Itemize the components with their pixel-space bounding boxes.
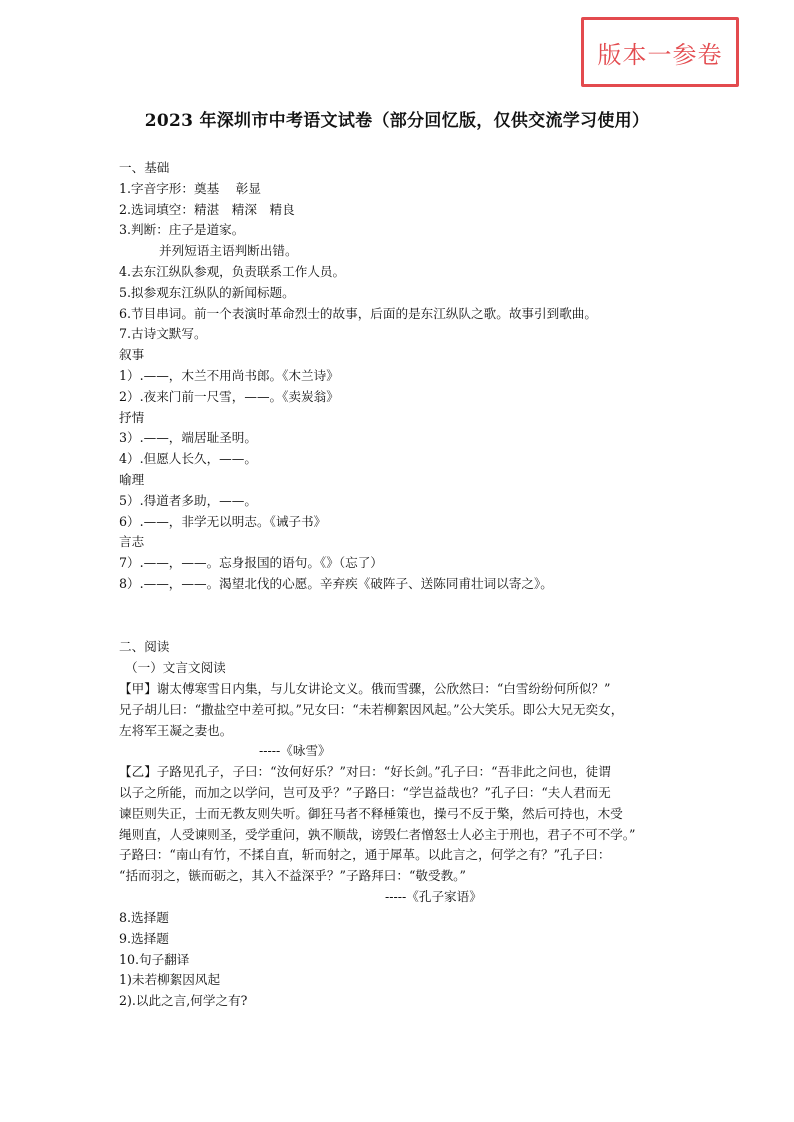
question-line: 2.选词填空：精湛 精深 精良 [119,201,295,217]
question-line: 5.拟参观东江纵队的新闻标题。 [119,284,295,300]
question-line: 6.节目串词。前一个表演时革命烈士的故事，后面的是东江纵队之歌。故事引到歌曲。 [119,305,597,321]
passage-line: 兄子胡儿曰：“撒盐空中差可拟。”兄女曰：“未若柳絮因风起。”公大笑乐。即公大兄无奕女， [119,701,624,717]
version-stamp: 版本一参卷 [581,17,739,87]
question-line: 4）.但愿人长久，——。 [119,451,257,467]
passage-line: 绳则直，人受谏则圣，受学重问，孰不顺哉，谤毁仁者憎怒士人必主于刑也，君子不可不学。” [119,826,636,842]
section-reading [119,637,226,679]
question-line: 2）.夜来门前一尺雪，——。《卖炭翁》 [119,388,339,404]
question-line: 1.字音字形：奠基 彰显 [119,180,261,196]
question-line: 并列短语主语判断出错。 [159,243,298,259]
reading-questions [119,908,247,1012]
question-line: 3.判断：庄子是道家。 [119,222,245,238]
passage-line: 【甲】谢太傅寒雪日内集，与儿女讲论文义。俄而雪骤，公欣然曰：“白雪纷纷何所似？” [119,681,611,696]
section-heading: 二、阅读 [119,639,170,654]
passage-line: 以子之所能，而加之以学问，岂可及乎？”子路曰：“学岂益哉也？”孔子曰：“夫人君而无 [119,784,611,800]
question-line: 8.选择题 [119,910,169,925]
passage-line: 左将军王凝之妻也。 [119,722,233,738]
question-line: 3）.——，端居耻圣明。 [119,430,257,446]
section-heading: 一、基础 [119,160,170,175]
category-label: 言志 [119,534,145,550]
question-line: 4.去东江纵队参观，负责联系工作人员。 [119,263,346,279]
category-label: 叙事 [119,347,145,363]
passage-jia [119,679,679,908]
category-label: 抒情 [119,409,145,425]
passage-line: 谏臣则失正，士而无教友则失听。御狂马者不释棰策也，操弓不反于檠，然后可持也，木受 [119,805,623,821]
question-line: 7.古诗文默写。 [119,326,207,342]
passage-source: -----《孔子家语》 [385,888,482,904]
passage-source: -----《咏雪》 [259,743,331,759]
passage-line: 【乙】子路见孔子，子曰：“汝何好乐？”对曰：“好长剑。”孔子曰：“吾非此之问也，徒谓 [119,764,611,780]
passage-line: “括而羽之，镞而砺之，其入不益深乎？”子路拜曰：“敬受教。” [119,868,466,884]
question-line: 2).以此之言,何学之有? [119,993,248,1009]
question-line: 1）.——，木兰不用尚书郎。《木兰诗》 [119,367,339,383]
question-line: 9.选择题 [119,930,169,946]
question-line: 6）.——，非学无以明志。《诫子书》 [119,513,327,529]
question-line: 1)未若柳絮因风起 [119,972,221,988]
question-line: 7）.——，——。忘身报国的语句。《》（忘了） [119,555,383,571]
page-title: 2023 年深圳市中考语文试卷（部分回忆版，仅供交流学习使用） [144,111,650,131]
section-basics [119,158,597,595]
category-label: 喻理 [119,471,145,487]
question-line: 5）.得道者多助，——。 [119,492,257,508]
question-line: 8）.——，——。渴望北伐的心愿。辛弃疾《破阵子、送陈同甫壮词以寄之》。 [119,575,553,591]
question-line: 10.句子翻译 [119,951,190,967]
passage-line: 子路曰：“南山有竹，不揉自直，斩而射之，通于犀革。以此言之，何学之有？”孔子曰： [119,847,611,863]
subsection-heading: （一）文言文阅读 [125,659,226,675]
